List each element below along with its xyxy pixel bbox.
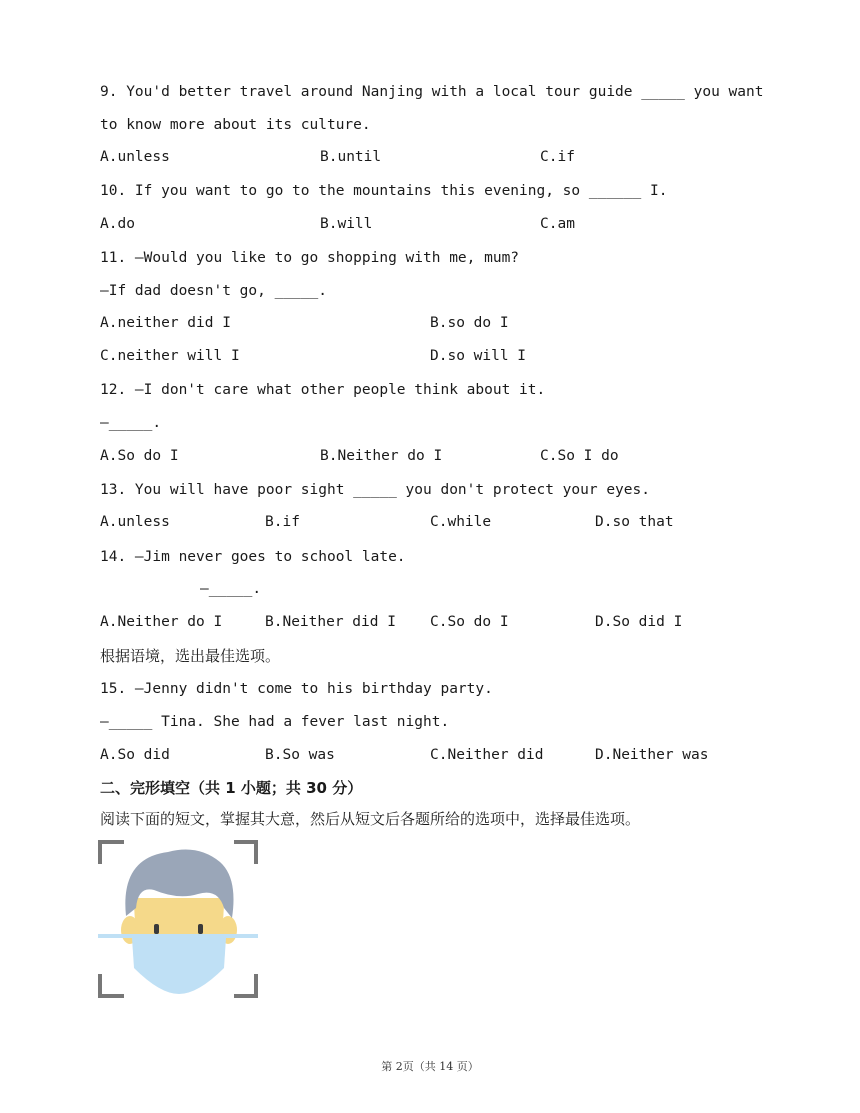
question-14-stem-line-2: —_____. xyxy=(200,581,262,597)
question-9-stem-line-1: 9. You'd better travel around Nanjing with a local tour guide _____ you want xyxy=(100,84,764,100)
question-11-option-c: C.neither will I xyxy=(100,348,240,364)
question-13-option-d: D.so that xyxy=(595,514,674,530)
question-14-option-c: C.So do I xyxy=(430,614,509,630)
question-9-option-b: B.until xyxy=(320,149,382,165)
question-11-option-a: A.neither did I xyxy=(100,315,231,331)
question-13-option-a: A.unless xyxy=(100,514,170,530)
question-11-option-b: B.so do I xyxy=(430,315,509,331)
question-15-option-c: C.Neither did xyxy=(430,747,544,763)
question-12-option-b: B.Neither do I xyxy=(320,448,443,464)
page-footer: 第 2页（共 14 页） xyxy=(381,1060,479,1073)
question-10-option-a: A.do xyxy=(100,216,135,232)
frame-corner-top-left xyxy=(100,842,124,864)
question-12-stem-line-1: 12. —I don't care what other people think about it. xyxy=(100,382,546,398)
question-10-option-c: C.am xyxy=(540,216,575,232)
question-9-option-a: A.unless xyxy=(100,149,170,165)
question-9-option-c: C.if xyxy=(540,149,575,165)
question-11-option-d: D.so will I xyxy=(430,348,527,364)
eye-left xyxy=(154,924,159,934)
question-13-option-c: C.while xyxy=(430,514,492,530)
frame-corner-top-right xyxy=(234,842,256,864)
question-12-option-c: C.So I do xyxy=(540,448,619,464)
question-15-stem-line-1: 15. —Jenny didn't come to his birthday party. xyxy=(100,681,493,697)
question-15-option-d: D.Neither was xyxy=(595,747,709,763)
section-2-instruction: 阅读下面的短文，掌握其大意，然后从短文后各题所给的选项中，选择最佳选项。 xyxy=(100,810,641,828)
question-14-option-b: B.Neither did I xyxy=(265,614,396,630)
question-14-stem-line-1: 14. —Jim never goes to school late. xyxy=(100,549,406,565)
question-12-stem-line-2: —_____. xyxy=(100,415,162,431)
question-10-option-b: B.will xyxy=(320,216,373,232)
question-15-stem-line-2: —_____ Tina. She had a fever last night. xyxy=(100,714,450,730)
mask xyxy=(132,934,226,994)
question-11-stem-line-2: —If dad doesn't go, _____. xyxy=(100,283,327,299)
question-13-option-b: B.if xyxy=(265,514,300,530)
face-mask-scan-icon xyxy=(98,838,260,1002)
eye-right xyxy=(198,924,203,934)
question-9-stem-line-2: to know more about its culture. xyxy=(100,117,371,133)
question-14-option-d: D.So did I xyxy=(595,614,683,630)
question-11-stem-line-1: 11. —Would you like to go shopping with me, mum? xyxy=(100,250,520,266)
frame-corner-bottom-left xyxy=(100,974,124,996)
question-12-option-a: A.So do I xyxy=(100,448,179,464)
section-2-heading: 二、完形填空（共 1 小题；共 30 分） xyxy=(100,779,363,797)
context-instruction: 根据语境，选出最佳选项。 xyxy=(100,647,281,665)
question-13-stem: 13. You will have poor sight _____ you don't protect your eyes. xyxy=(100,482,650,498)
frame-corner-bottom-right xyxy=(234,974,256,996)
question-14-option-a: A.Neither do I xyxy=(100,614,223,630)
question-15-option-b: B.So was xyxy=(265,747,335,763)
question-10-stem: 10. If you want to go to the mountains this evening, so ______ I. xyxy=(100,183,668,199)
question-15-option-a: A.So did xyxy=(100,747,170,763)
